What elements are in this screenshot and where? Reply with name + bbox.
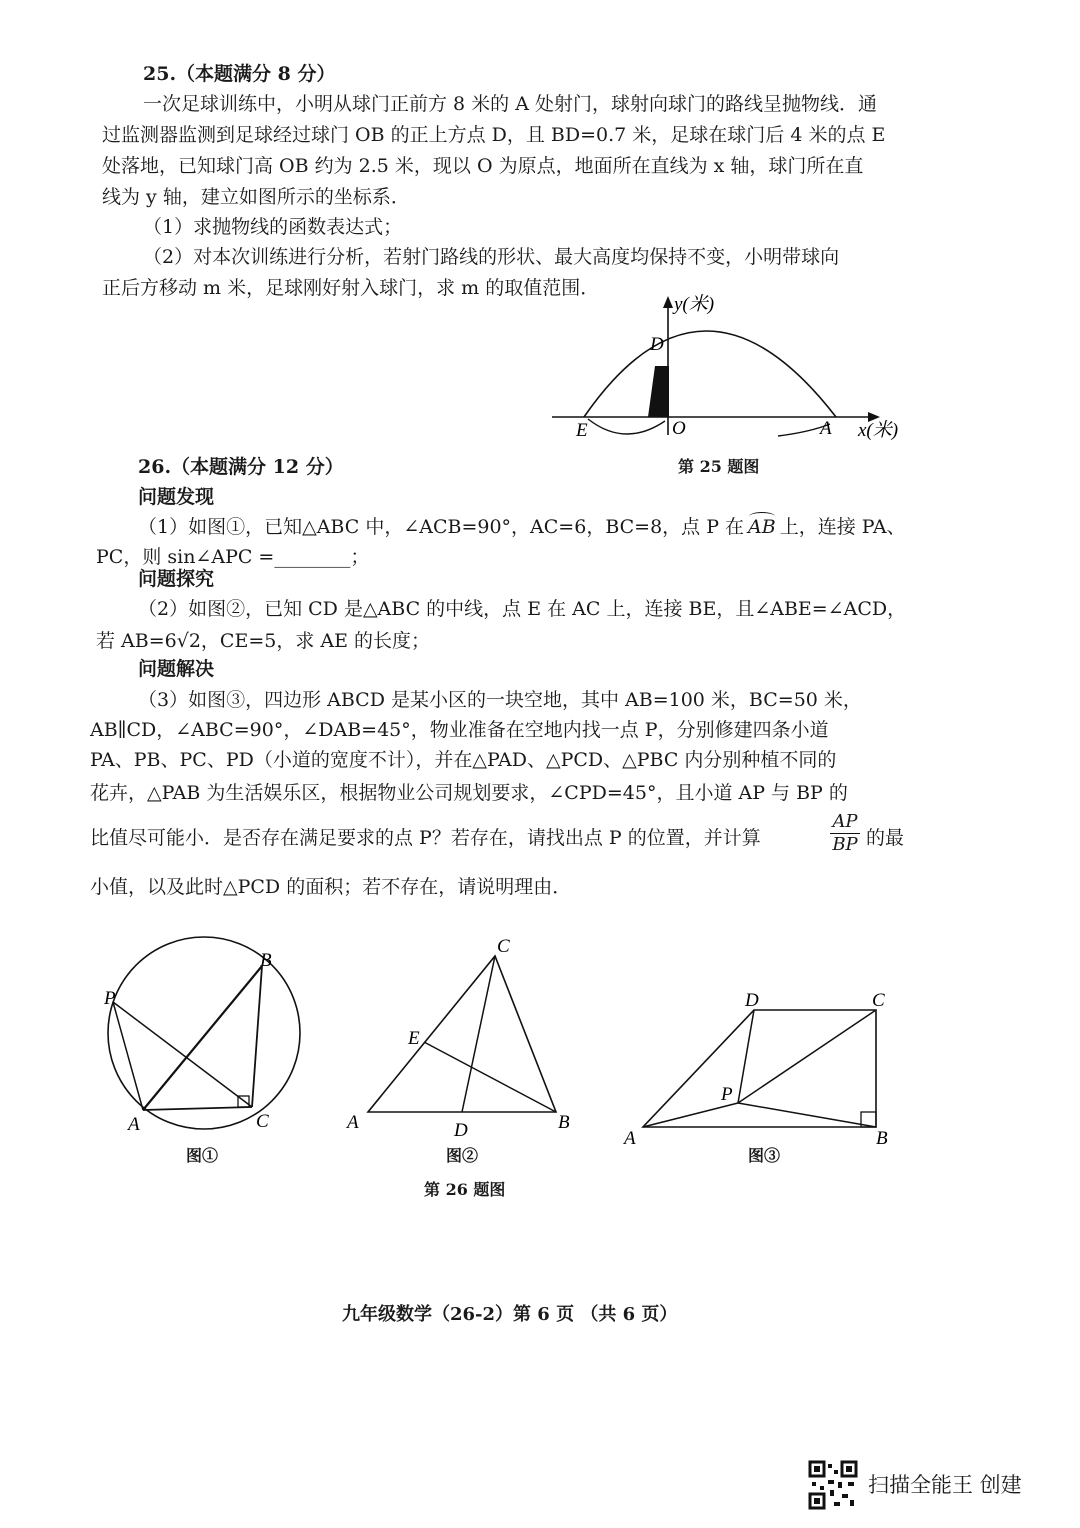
q26-part-1a-text: （1）如图①，已知△ABC 中，∠ACB=90°，AC=6，BC=8，点 P 在: [138, 516, 745, 538]
q26-part-1c: PC，则 sin∠APC =________；: [96, 546, 370, 568]
q25-part-2a: （2）对本次训练进行分析，若射门路线的形状、最大高度均保持不变，小明带球向: [143, 246, 840, 268]
fig2-seg-CD: [462, 956, 495, 1112]
fig1-seg-PC: [113, 1002, 252, 1107]
section-solution: 问题解决: [138, 658, 215, 680]
fig1-seg-PA: [113, 1002, 143, 1110]
q26-part-2a: （2）如图②，已知 CD 是△ABC 的中线，点 E 在 AC 上，连接 BE，且∠ABE=∠ACD，: [138, 598, 907, 620]
section-discovery: 问题发现: [138, 486, 215, 508]
q25-line-4: 线为 y 轴，建立如图所示的坐标系．: [102, 186, 410, 208]
fig2-label-C: C: [497, 936, 510, 957]
q25-header: 25.（本题满分 8 分）: [143, 63, 336, 85]
fig1-seg-BC: [252, 966, 262, 1107]
fig2-caption: 图②: [446, 1146, 479, 1165]
fig1-label-A: A: [128, 1114, 140, 1135]
fig3-label-B: B: [876, 1128, 888, 1149]
fig2-label-D: D: [454, 1120, 468, 1141]
q26-part-3e: 比值尽可能小．是否存在满足要求的点 P？若存在，请找出点 P 的位置，并计算: [90, 827, 761, 849]
fig3-caption: 图③: [748, 1146, 781, 1165]
q26-figure-caption: 第 26 题图: [424, 1180, 506, 1199]
fig1-label-C: C: [256, 1111, 269, 1132]
q25-line-3: 处落地，已知球门高 OB 约为 2.5 米，现以 O 为原点，地面所在直线为 x 轴，球门所在直: [102, 155, 864, 177]
fig2-label-E: E: [408, 1028, 420, 1049]
q25-part-1: （1）求抛物线的函数表达式；: [143, 216, 403, 238]
q26-part-3a: （3）如图③，四边形 ABCD 是某小区的一块空地，其中 AB=100 米，BC=50 米，: [138, 689, 862, 711]
q26-part-3e-end: 的最: [866, 827, 905, 849]
label-x: x(米): [858, 420, 899, 441]
q25-line-2: 过监测器监测到足球经过球门 OB 的正上方点 D，且 BD=0.7 米，足球在球门后 4 米的点 E: [102, 124, 886, 146]
fig3-seg-PC: [738, 1010, 876, 1103]
q26-header: 26.（本题满分 12 分）: [138, 456, 344, 478]
q25-figure-caption: 第 25 题图: [678, 457, 760, 476]
fig1-label-B: B: [260, 950, 272, 971]
fig3-label-P: P: [721, 1084, 733, 1105]
q26-part-3c: PA、PB、PC、PD（小道的宽度不计），并在△PAD、△PCD、△PBC 内分别种植不同的: [90, 749, 837, 771]
fig1-label-P: P: [104, 988, 116, 1009]
fig2-label-A: A: [347, 1112, 359, 1133]
fig2-triangle: [368, 956, 556, 1112]
figure-1: [103, 937, 300, 1135]
fig3-seg-PA: [643, 1103, 738, 1127]
q26-part-2b: 若 AB=6√2，CE=5，求 AE 的长度；: [96, 630, 431, 652]
q26-part-3b: AB∥CD，∠ABC=90°，∠DAB=45°，物业准备在空地内找一点 P，分别修建四条小道: [90, 719, 829, 741]
fig3-seg-PB: [738, 1103, 876, 1127]
figure-2: [345, 936, 570, 1141]
figure-3: [622, 990, 888, 1149]
fig3-quadrilateral: [643, 1010, 876, 1127]
q26-part-3f: 小值，以及此时△PCD 的面积；若不存在，请说明理由．: [90, 876, 572, 898]
label-D: D: [650, 334, 664, 355]
fig1-seg-AC: [143, 1107, 252, 1110]
fraction-numerator: AP: [832, 811, 858, 832]
fig1-caption: 图①: [186, 1146, 219, 1165]
qr-code-icon: [808, 1460, 858, 1510]
watermark-text: 扫描全能王 创建: [868, 1473, 1022, 1497]
label-O: O: [672, 418, 686, 439]
arc-ab-label: AB: [748, 516, 776, 538]
fig3-label-C: C: [872, 990, 885, 1011]
fig2-seg-BE: [424, 1042, 556, 1112]
q25-part-2b: 正后方移动 m 米，足球刚好射入球门，求 m 的取值范围．: [102, 277, 600, 299]
fig2-label-B: B: [558, 1112, 570, 1133]
fraction-denominator: BP: [832, 834, 858, 855]
label-A: A: [820, 418, 832, 439]
page-footer: 九年级数学（26-2）第 6 页 （共 6 页）: [342, 1304, 678, 1325]
section-exploration: 问题探究: [138, 568, 215, 590]
q26-part-1b-text: 上，连接 PA、: [779, 516, 906, 538]
fig3-label-D: D: [745, 990, 759, 1011]
q25-line-1: 一次足球训练中，小明从球门正前方 8 米的 A 处射门，球射向球门的路线呈抛物线．通: [143, 93, 877, 115]
label-E: E: [576, 420, 588, 441]
label-y: y(米): [674, 294, 715, 315]
fig3-label-A: A: [624, 1128, 636, 1149]
q26-part-3d: 花卉，△PAB 为生活娱乐区，根据物业公司规划要求，∠CPD=45°，且小道 AP 与 BP 的: [90, 782, 848, 804]
